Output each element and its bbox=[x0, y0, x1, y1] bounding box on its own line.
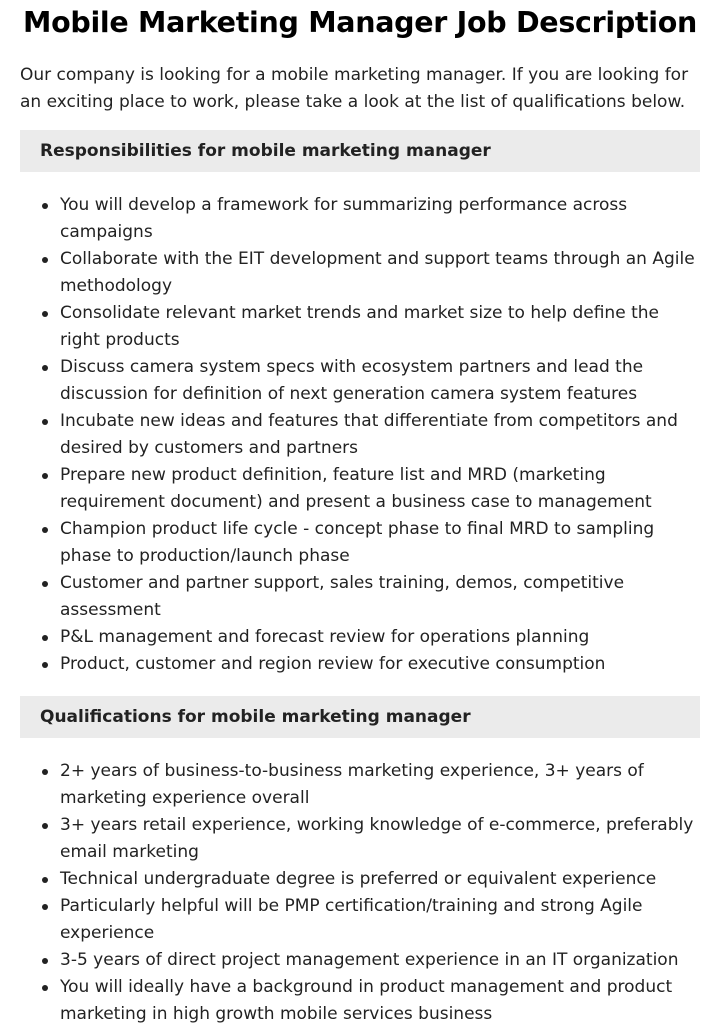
list-item: Collaborate with the EIT development and support teams through an Agile methodology bbox=[20, 246, 700, 300]
list-item: 3+ years retail experience, working knowledge of e-commerce, preferably email marketing bbox=[20, 812, 700, 866]
responsibilities-list bbox=[20, 192, 700, 678]
list-item: 2+ years of business-to-business marketing experience, 3+ years of marketing experience overall bbox=[20, 758, 700, 812]
list-item: 3-5 years of direct project management experience in an IT organization bbox=[20, 947, 700, 974]
list-item: You will develop a framework for summarizing performance across campaigns bbox=[20, 192, 700, 246]
list-item: Prepare new product definition, feature list and MRD (marketing requirement document) and present a business case to management bbox=[20, 462, 700, 516]
list-item: Consolidate relevant market trends and market size to help define the right products bbox=[20, 300, 700, 354]
intro-paragraph: Our company is looking for a mobile marketing manager. If you are looking for an exciting place to work, please take a look at the list of qualifications below. bbox=[20, 65, 689, 112]
list-item: Customer and partner support, sales training, demos, competitive assessment bbox=[20, 570, 700, 624]
page-title: Mobile Marketing Manager Job Description bbox=[23, 6, 697, 39]
list-item: Champion product life cycle - concept phase to final MRD to sampling phase to production/launch phase bbox=[20, 516, 700, 570]
list-item: P&L management and forecast review for operations planning bbox=[20, 624, 700, 651]
qualifications-list bbox=[20, 758, 700, 1028]
qualifications-heading: Qualifications for mobile marketing manager bbox=[20, 696, 700, 738]
responsibilities-heading: Responsibilities for mobile marketing manager bbox=[20, 130, 700, 172]
list-item: Discuss camera system specs with ecosystem partners and lead the discussion for definition of next generation camera system features bbox=[20, 354, 700, 408]
list-item: Product, customer and region review for executive consumption bbox=[20, 651, 700, 678]
list-item: Particularly helpful will be PMP certification/training and strong Agile experience bbox=[20, 893, 700, 947]
list-item: Incubate new ideas and features that differentiate from competitors and desired by customers and partners bbox=[20, 408, 700, 462]
list-item: Technical undergraduate degree is preferred or equivalent experience bbox=[20, 866, 700, 893]
list-item: You will ideally have a background in product management and product marketing in high growth mobile services business bbox=[20, 974, 700, 1028]
